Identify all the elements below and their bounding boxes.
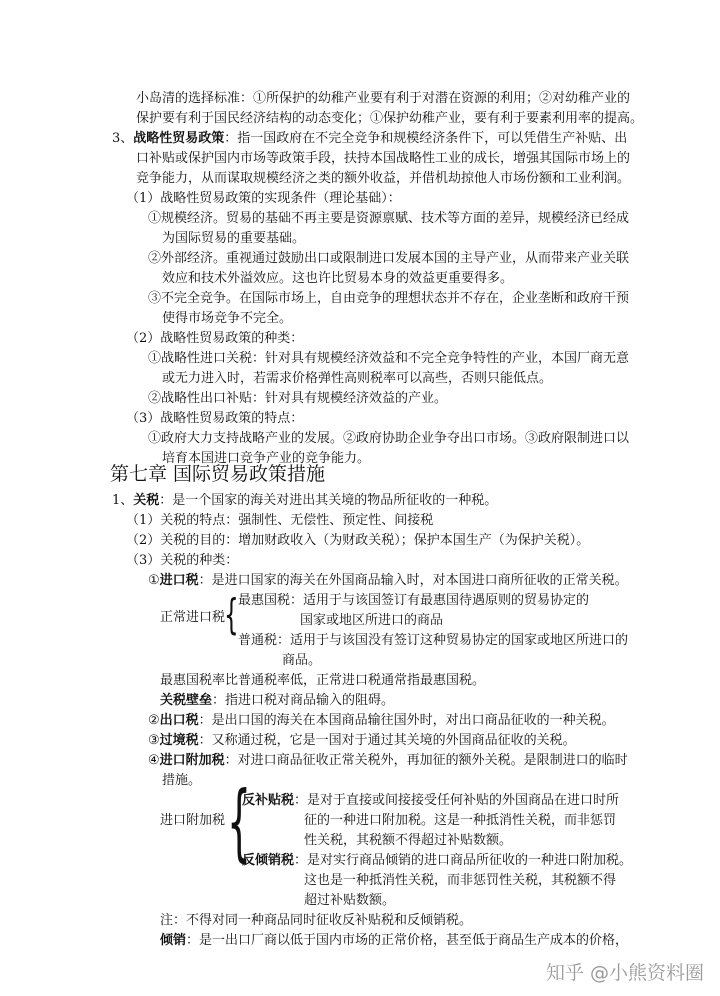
text-line: 或无力进入时，若需求价格弹性高则税率可以高些，否则只能低点。 [162, 371, 553, 386]
text-line: ③不完全竞争。在国际市场上，自由竞争的理想状态并不存在，企业垄断和政府干预 [148, 291, 630, 306]
text-line: 注：不得对同一种商品同时征收反补贴税和反倾销税。 [160, 913, 473, 928]
text-line: 使得市场竞争不完全。 [162, 311, 293, 326]
curly-brace: { [224, 590, 239, 639]
curly-brace: { [227, 773, 252, 871]
text-line: 3、战略性贸易政策：指一国政府在不完全竞争和规模经济条件下，可以凭借生产补贴、出 [112, 131, 628, 146]
text-line: 竞争能力，从而谋取规模经济之类的额外收益，并借机劫掠他人市场份额和工业利润。 [136, 171, 631, 186]
text-line: 保护要有利于国民经济结构的动态变化；①保护幼稚产业，要有利于要素利用率的提高。 [136, 111, 644, 126]
text-line: 最惠国税：适用于与该国签订有最惠国待遇原则的贸易协定的 [238, 593, 590, 608]
watermark: 知乎 @小熊资料圈 [545, 962, 704, 984]
text-line: （2）战略性贸易政策的种类： [126, 331, 304, 346]
text-line: ①战略性进口关税：针对具有规模经济效益和不完全竞争特性的产业，本国厂商无意 [148, 351, 630, 366]
text-line: 商品。 [282, 653, 322, 668]
text-line: 培育本国进口竞争产业的竞争能力。 [162, 451, 371, 466]
text-line: 倾销：是一出口厂商以低于国内市场的正常价格，甚至低于商品生产成本的价格， [160, 933, 629, 948]
text-line: 最惠国税率比普通税率低，正常进口税通常指最惠国税。 [160, 673, 486, 688]
text-line: （1）关税的特点：强制性、无偿性、预定性、间接税 [126, 513, 434, 528]
text-line: 效应和技术外溢效应。这也许比贸易本身的效益更重要得多。 [162, 271, 514, 286]
text-line: 口补贴或保护国内市场等政策手段，扶持本国战略性工业的成长，增强其国际市场上的 [136, 151, 631, 166]
text-line: （2）关税的目的：增加财政收入（为财政关税）；保护本国生产（为保护关税）。 [126, 533, 590, 548]
text-line: ②外部经济。重视通过鼓励出口或限制进口发展本国的主导产业，从而带来产业关联 [148, 251, 630, 266]
brace-label: 正常进口税 [160, 610, 226, 625]
text-line: 反倾销税：是对实行商品倾销的进口商品所征收的一种进口附加税。 [242, 853, 633, 868]
text-line: 关税壁垒：指进口税对商品输入的阻碍。 [160, 693, 395, 708]
text-line: ①政府大力支持战略产业的发展。②政府协助企业争夺出口市场。③政府限制进口以 [148, 431, 630, 446]
text-line: ①进口税：是进口国家的海关在外国商品输入时，对本国进口商所征收的正常关税。 [148, 573, 628, 588]
text-line: 为国际贸易的重要基础。 [162, 231, 306, 246]
text-line: 普通税：适用于与该国没有签订这种贸易协定的国家或地区所进口的 [238, 633, 629, 648]
text-line: 反补贴税：是对于直接或间接接受任何补贴的外国商品在进口时所 [242, 793, 620, 808]
text-line: ②战略性出口补贴：针对具有规模经济效益的产业。 [148, 391, 448, 406]
brace-label: 进口附加税 [160, 813, 226, 828]
text-line: ①规模经济。贸易的基础不再主要是资源禀赋、技术等方面的差异，规模经济已经成 [148, 211, 630, 226]
text-line: ④进口附加税：对进口商品征收正常关税外，再加征的额外关税。是限制进口的临时 [148, 753, 628, 768]
text-line: 小岛清的选择标准：①所保护的幼稚产业要有利于对潜在资源的利用；②对幼稚产业的 [136, 91, 631, 106]
text-line: （3）战略性贸易政策的特点： [126, 411, 304, 426]
text-line: （3）关税的种类： [126, 553, 239, 568]
text-line: ③过境税：又称通过税，它是一国对于通过其关境的外国商品征收的关税。 [148, 733, 576, 748]
text-line: 超过补贴数额。 [304, 893, 396, 908]
chapter-title: 第七章 国际贸易政策措施 [110, 463, 326, 485]
text-line: 措施。 [162, 773, 202, 788]
text-line: （1）战略性贸易政策的实现条件（理论基础）： [126, 191, 401, 206]
text-line: 性关税，其税额不得超过补贴数额。 [304, 833, 513, 848]
text-line: ②出口税：是出口国的海关在本国商品输往国外时，对出口商品征收的一种关税。 [148, 713, 615, 728]
text-line: 这也是一种抵消性关税，而非惩罚性关税，其税额不得 [304, 873, 617, 888]
text-line: 国家或地区所进口的商品 [300, 613, 444, 628]
text-line: 1、关税：是一个国家的海关对进出其关境的物品所征收的一种税。 [112, 493, 498, 508]
text-line: 征的一种进口附加税。这是一种抵消性关税，而非惩罚 [304, 813, 617, 828]
